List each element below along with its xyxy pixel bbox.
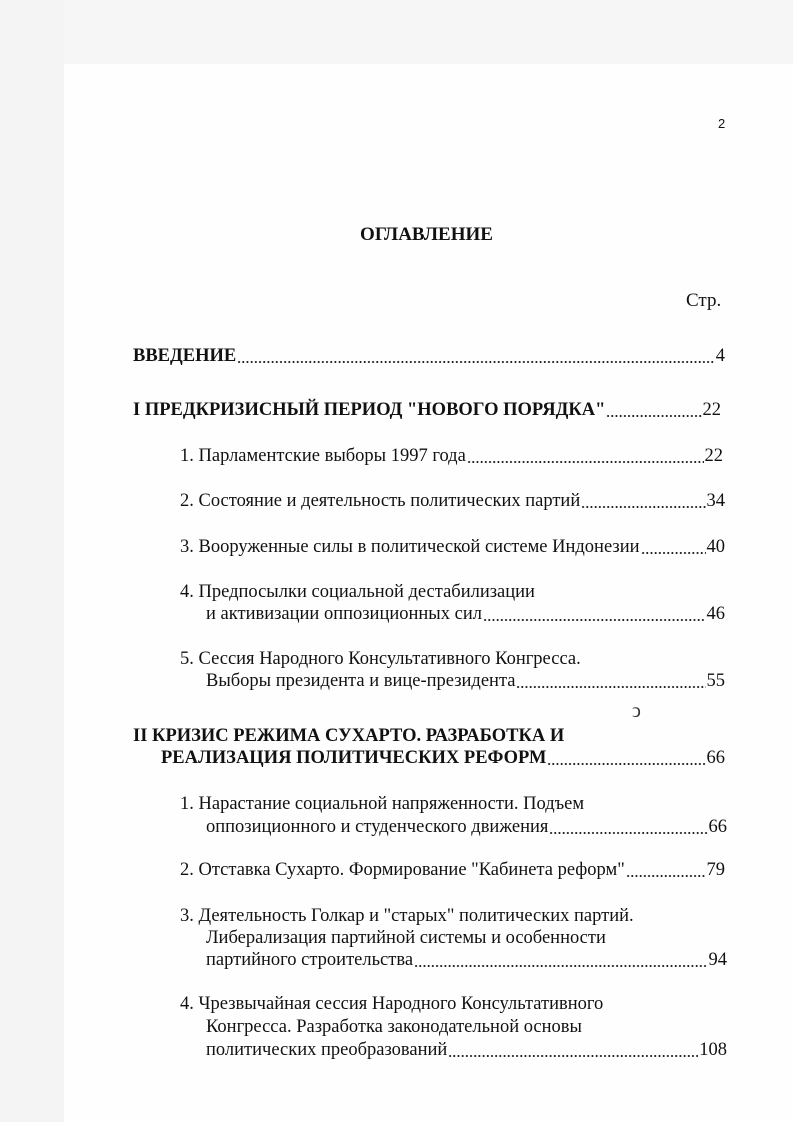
leader-dots [549, 817, 707, 835]
leader-dots [547, 748, 705, 766]
toc-entry-p1s4[interactable] [206, 602, 725, 626]
toc-entry-text: 3. Вооруженные силы в политической системе Индонезии [180, 537, 640, 557]
toc-entry-text: РЕАЛИЗАЦИЯ ПОЛИТИЧЕСКИХ РЕФОРМ [161, 748, 547, 768]
toc-page-number: 22 [704, 446, 723, 466]
toc-entry-p2s3[interactable] [206, 948, 727, 972]
toc-entry-text: партийного строительства [206, 950, 414, 970]
toc-entry-p1s2[interactable] [180, 489, 725, 513]
toc-entry-p1s5[interactable] [206, 669, 725, 693]
toc-page-number: 79 [706, 860, 725, 880]
toc-entry-text: оппозиционного и студенческого движения [206, 817, 549, 837]
leader-dots [448, 1040, 698, 1058]
toc-entry-p2s4-line1[interactable]: 4. Чрезвычайная сессия Народного Консультативного [180, 994, 604, 1014]
page-column-label: Стр. [686, 290, 722, 311]
leader-dots [237, 346, 715, 364]
toc-entry-p1s4-line1[interactable]: 4. Предпосылки социальной дестабилизации [180, 582, 535, 602]
toc-page-number: 4 [715, 346, 725, 366]
toc-page-number: 22 [702, 400, 721, 420]
leader-dots [641, 537, 706, 555]
toc-entry-p1s5-line1[interactable]: 5. Сессия Народного Консультативного Конгресса. [180, 649, 581, 669]
toc-entry-p2s2[interactable] [180, 858, 725, 882]
toc-page-number: 34 [706, 491, 725, 511]
toc-entry-text: 2. Состояние и деятельность политических партий [180, 491, 581, 511]
leader-dots [483, 604, 706, 622]
scan-mark: ↄ [632, 700, 641, 722]
toc-entry-part2[interactable] [161, 746, 725, 770]
toc-page-number: 108 [699, 1040, 727, 1060]
toc-entry-text: I ПРЕДКРИЗИСНЫЙ ПЕРИОД "НОВОГО ПОРЯДКА" [133, 400, 606, 420]
leader-dots [414, 950, 707, 968]
toc-entry-p2s4[interactable] [206, 1038, 727, 1062]
toc-entry-text: политических преобразований [206, 1040, 448, 1060]
toc-entry-p2s3-line1[interactable]: 3. Деятельность Голкар и "старых" политических партий. [180, 906, 634, 926]
toc-page-number: 66 [708, 817, 727, 837]
toc-entry-p2s3-line2[interactable]: Либерализация партийной системы и особенности [206, 928, 606, 948]
toc-entry-p1s1[interactable] [180, 444, 723, 468]
toc-entry-text: ВВЕДЕНИЕ [133, 346, 237, 366]
leader-dots [467, 446, 704, 464]
toc-entry-p2s1[interactable] [206, 815, 727, 839]
toc-entry-part1[interactable] [133, 398, 721, 422]
toc-page-number: 94 [708, 950, 727, 970]
leader-dots [516, 671, 705, 689]
leader-dots [581, 491, 705, 509]
toc-entry-part2-line1[interactable]: II КРИЗИС РЕЖИМА СУХАРТО. РАЗРАБОТКА И [133, 726, 565, 746]
toc-page-number: 40 [706, 537, 725, 557]
toc-entry-text: Выборы президента и вице-президента [206, 671, 516, 691]
toc-page-number: 55 [706, 671, 725, 691]
toc-entry-text: 2. Отставка Сухарто. Формирование "Кабинета реформ" [180, 860, 625, 880]
leader-dots [626, 860, 706, 878]
toc-page-number: 46 [706, 604, 725, 624]
page-number: 2 [718, 116, 726, 131]
toc-page-number: 66 [706, 748, 725, 768]
leader-dots [606, 400, 701, 418]
toc-entry-p2s1-line1[interactable]: 1. Нарастание социальной напряженности. Подъем [180, 794, 585, 814]
toc-entry-text: 1. Парламентские выборы 1997 года [180, 446, 466, 466]
toc-entry-p2s4-line2[interactable]: Конгресса. Разработка законодательной основы [206, 1017, 582, 1037]
toc-entry-text: и активизации оппозиционных сил [206, 604, 482, 624]
toc-entry-p1s3[interactable] [180, 535, 725, 559]
toc-entry-intro[interactable] [133, 344, 725, 368]
toc-title: ОГЛАВЛЕНИЕ [360, 224, 493, 245]
